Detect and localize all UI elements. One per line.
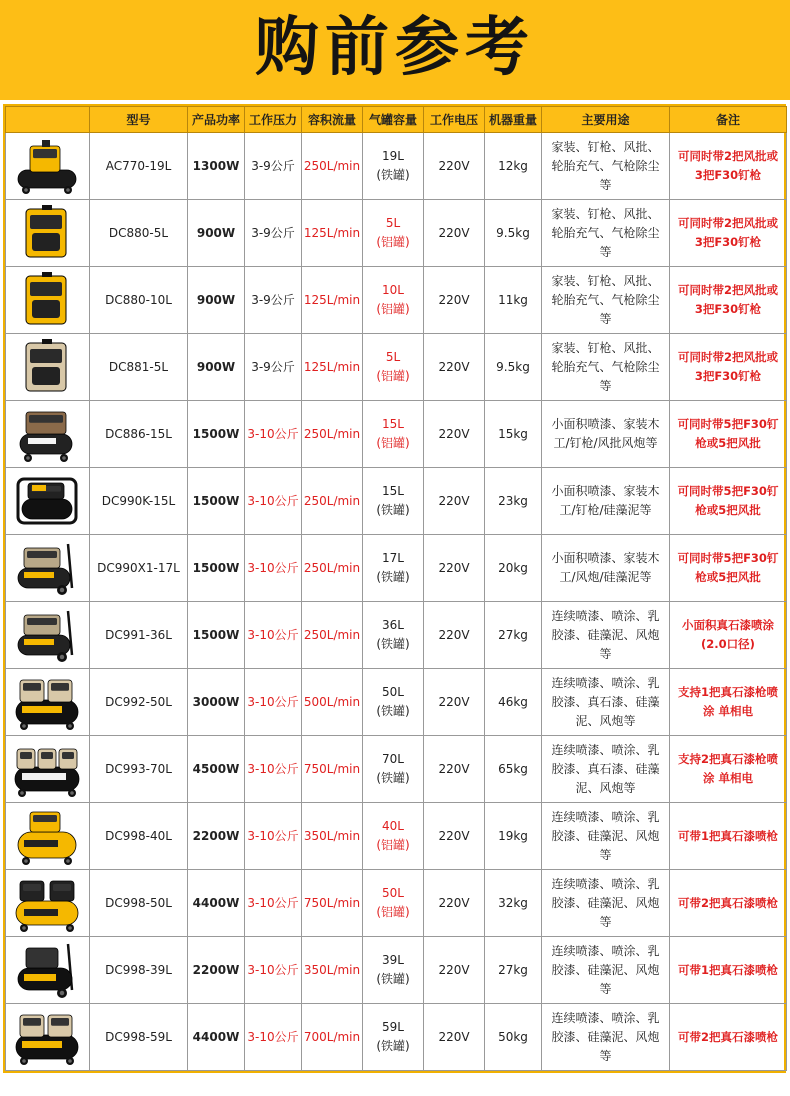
model-cell: DC880-5L [90, 200, 188, 267]
tank-volume: 5L [385, 350, 401, 364]
usage-cell [542, 401, 670, 468]
voltage-cell: 220V [424, 267, 485, 334]
usage-line: 等 [599, 646, 612, 661]
usage-line: 连续喷漆、喷涂、乳 [551, 742, 660, 757]
tank-cell [363, 133, 424, 200]
flow-cell: 500L/min [302, 669, 363, 736]
spec-table [5, 106, 787, 1071]
usage-line: 家装、钉枪、风批、 [551, 206, 660, 221]
note-cell [670, 468, 787, 535]
weight-cell: 27kg [485, 602, 542, 669]
table-row [6, 1004, 787, 1071]
product-image [6, 535, 90, 602]
usage-line: 连续喷漆、喷涂、乳 [551, 809, 660, 824]
table-row [6, 200, 787, 267]
product-image [6, 468, 90, 535]
tank-material: (铁罐) [376, 972, 410, 986]
voltage-cell: 220V [424, 334, 485, 401]
product-image [6, 803, 90, 870]
pressure-cell: 3-9公斤 [245, 334, 302, 401]
note-line: 可带1把真石漆喷枪 [677, 962, 778, 977]
usage-cell [542, 334, 670, 401]
weight-cell: 11kg [485, 267, 542, 334]
header-model: 型号 [90, 107, 188, 133]
power-cell: 900W [188, 200, 245, 267]
voltage-cell: 220V [424, 602, 485, 669]
power-cell: 4500W [188, 736, 245, 803]
usage-line: 工/钉枪/风批风炮等 [553, 436, 658, 450]
power-cell: 1500W [188, 602, 245, 669]
usage-line: 轮胎充气、气枪除尘 [551, 225, 660, 240]
product-image [6, 870, 90, 937]
usage-cell [542, 535, 670, 602]
pressure-cell: 3-10公斤 [245, 401, 302, 468]
tank-cell [363, 736, 424, 803]
pressure-cell: 3-10公斤 [245, 669, 302, 736]
table-row [6, 133, 787, 200]
usage-line: 工/钉枪/硅藻泥等 [559, 503, 652, 517]
model-cell: DC992-50L [90, 669, 188, 736]
tank-material: (铁罐) [376, 570, 410, 584]
note-line: 可同时带5把F30钉 [677, 484, 779, 498]
tank-material: (铁罐) [376, 704, 410, 718]
tank-material: (铁罐) [376, 1039, 410, 1053]
table-row [6, 937, 787, 1004]
model-cell: DC998-50L [90, 870, 188, 937]
tank-volume: 5L [385, 216, 401, 230]
usage-cell [542, 736, 670, 803]
voltage-cell: 220V [424, 669, 485, 736]
power-cell: 2200W [188, 803, 245, 870]
note-cell [670, 937, 787, 1004]
usage-line: 泥、风炮等 [575, 780, 636, 795]
pressure-cell: 3-10公斤 [245, 803, 302, 870]
tank-cell [363, 937, 424, 1004]
usage-cell [542, 669, 670, 736]
table-row [6, 535, 787, 602]
weight-cell: 9.5kg [485, 200, 542, 267]
note-cell [670, 669, 787, 736]
tank-material: (铝罐) [376, 436, 410, 450]
tank-cell [363, 200, 424, 267]
note-line: 可带2把真石漆喷枪 [677, 1029, 778, 1044]
power-cell: 1300W [188, 133, 245, 200]
usage-line: 胶漆、硅藻泥、风炮 [551, 962, 660, 977]
tank-material: (铝罐) [376, 838, 410, 852]
tank-material: (铁罐) [376, 637, 410, 651]
note-cell [670, 1004, 787, 1071]
flow-cell: 250L/min [302, 468, 363, 535]
usage-cell [542, 133, 670, 200]
note-line: 涂 单相电 [702, 704, 753, 718]
usage-line: 等 [599, 1048, 612, 1063]
note-line: 可带1把真石漆喷枪 [677, 828, 778, 843]
compressor-icon [6, 605, 89, 665]
tank-volume: 15L [382, 417, 404, 431]
usage-line: 等 [599, 311, 612, 326]
title-banner [0, 0, 790, 100]
tank-volume: 19L [382, 149, 404, 163]
note-line: 可带2把真石漆喷枪 [677, 895, 778, 910]
model-cell: DC998-39L [90, 937, 188, 1004]
power-cell: 1500W [188, 401, 245, 468]
usage-line: 工/风炮/硅藻泥等 [559, 570, 652, 584]
pressure-cell: 3-9公斤 [245, 200, 302, 267]
usage-line: 轮胎充气、气枪除尘 [551, 359, 660, 374]
usage-line: 家装、钉枪、风批、 [551, 139, 660, 154]
tank-cell [363, 870, 424, 937]
table-row [6, 736, 787, 803]
voltage-cell: 220V [424, 535, 485, 602]
usage-line: 等 [599, 244, 612, 259]
power-cell: 900W [188, 334, 245, 401]
table-row [6, 334, 787, 401]
product-image [6, 267, 90, 334]
usage-cell [542, 468, 670, 535]
flow-cell: 250L/min [302, 602, 363, 669]
usage-line: 连续喷漆、喷涂、乳 [551, 876, 660, 891]
tank-cell [363, 267, 424, 334]
page-title: 购前参考 [255, 11, 535, 85]
tank-cell [363, 803, 424, 870]
usage-line: 胶漆、硅藻泥、风炮 [551, 895, 660, 910]
usage-cell [542, 267, 670, 334]
note-line: 可同时带2把风批或 [677, 283, 778, 297]
power-cell: 4400W [188, 870, 245, 937]
model-cell: DC998-59L [90, 1004, 188, 1071]
usage-line: 小面积喷漆、家装木 [551, 551, 660, 565]
spec-table-container [3, 104, 786, 1073]
usage-line: 家装、钉枪、风批、 [551, 340, 660, 355]
note-cell [670, 200, 787, 267]
flow-cell: 350L/min [302, 803, 363, 870]
compressor-icon [6, 471, 89, 531]
compressor-icon [6, 136, 89, 196]
table-row [6, 870, 787, 937]
note-line: 支持1把真石漆枪喷 [677, 685, 778, 699]
tank-material: (铝罐) [376, 302, 410, 316]
tank-volume: 39L [382, 953, 404, 967]
usage-line: 小面积喷漆、家装木 [551, 484, 660, 498]
product-image [6, 334, 90, 401]
usage-line: 等 [599, 177, 612, 192]
flow-cell: 750L/min [302, 736, 363, 803]
spec-table-body [6, 133, 787, 1071]
flow-cell: 350L/min [302, 937, 363, 1004]
model-cell: DC990X1-17L [90, 535, 188, 602]
tank-cell [363, 602, 424, 669]
usage-cell [542, 1004, 670, 1071]
power-cell: 3000W [188, 669, 245, 736]
compressor-icon [6, 739, 89, 799]
note-line: (2.0口径) [701, 637, 755, 651]
note-line: 可同时带2把风批或 [677, 350, 778, 364]
usage-line: 胶漆、硅藻泥、风炮 [551, 828, 660, 843]
power-cell: 4400W [188, 1004, 245, 1071]
flow-cell: 250L/min [302, 401, 363, 468]
voltage-cell: 220V [424, 870, 485, 937]
weight-cell: 32kg [485, 870, 542, 937]
tank-volume: 17L [382, 551, 404, 565]
tank-material: (铁罐) [376, 771, 410, 785]
usage-line: 等 [599, 981, 612, 996]
tank-volume: 15L [382, 484, 404, 498]
flow-cell: 250L/min [302, 535, 363, 602]
note-line: 枪或5把风批 [695, 503, 761, 517]
tank-volume: 59L [382, 1020, 404, 1034]
voltage-cell: 220V [424, 736, 485, 803]
tank-cell [363, 535, 424, 602]
usage-line: 等 [599, 847, 612, 862]
product-image [6, 736, 90, 803]
table-row [6, 803, 787, 870]
header-tank: 气罐容量 [363, 107, 424, 133]
note-line: 支持2把真石漆枪喷 [677, 752, 778, 766]
note-cell [670, 870, 787, 937]
table-row [6, 468, 787, 535]
flow-cell: 125L/min [302, 200, 363, 267]
note-line: 可同时带5把F30钉 [677, 551, 779, 565]
product-image [6, 1004, 90, 1071]
usage-line: 连续喷漆、喷涂、乳 [551, 943, 660, 958]
header-flow: 容积流量 [302, 107, 363, 133]
note-cell [670, 602, 787, 669]
weight-cell: 19kg [485, 803, 542, 870]
usage-line: 胶漆、真石漆、硅藻 [551, 694, 660, 709]
voltage-cell: 220V [424, 468, 485, 535]
weight-cell: 27kg [485, 937, 542, 1004]
flow-cell: 250L/min [302, 133, 363, 200]
model-cell: DC998-40L [90, 803, 188, 870]
voltage-cell: 220V [424, 1004, 485, 1071]
tank-material: (铁罐) [376, 168, 410, 182]
weight-cell: 46kg [485, 669, 542, 736]
tank-cell [363, 468, 424, 535]
table-row [6, 602, 787, 669]
model-cell: AC770-19L [90, 133, 188, 200]
tank-volume: 10L [382, 283, 404, 297]
usage-cell [542, 602, 670, 669]
weight-cell: 23kg [485, 468, 542, 535]
pressure-cell: 3-10公斤 [245, 468, 302, 535]
product-image [6, 937, 90, 1004]
note-line: 3把F30钉枪 [694, 302, 762, 316]
tank-cell [363, 669, 424, 736]
tank-volume: 40L [382, 819, 404, 833]
table-row [6, 401, 787, 468]
power-cell: 1500W [188, 468, 245, 535]
tank-volume: 50L [382, 886, 404, 900]
usage-cell [542, 200, 670, 267]
product-image [6, 133, 90, 200]
note-cell [670, 334, 787, 401]
product-image [6, 401, 90, 468]
power-cell: 2200W [188, 937, 245, 1004]
product-image [6, 200, 90, 267]
tank-volume: 50L [382, 685, 404, 699]
tank-cell [363, 334, 424, 401]
usage-line: 连续喷漆、喷涂、乳 [551, 608, 660, 623]
weight-cell: 12kg [485, 133, 542, 200]
table-row [6, 669, 787, 736]
usage-line: 胶漆、硅藻泥、风炮 [551, 1029, 660, 1044]
pressure-cell: 3-10公斤 [245, 535, 302, 602]
header-image [6, 107, 90, 133]
usage-line: 小面积喷漆、家装木 [551, 417, 660, 431]
model-cell: DC993-70L [90, 736, 188, 803]
compressor-icon [6, 538, 89, 598]
note-line: 枪或5把风批 [695, 436, 761, 450]
compressor-icon [6, 404, 89, 464]
pressure-cell: 3-9公斤 [245, 133, 302, 200]
note-line: 可同时带2把风批或 [677, 216, 778, 230]
pressure-cell: 3-10公斤 [245, 736, 302, 803]
compressor-icon [6, 270, 89, 330]
tank-cell [363, 1004, 424, 1071]
tank-material: (铝罐) [376, 905, 410, 919]
note-line: 可同时带5把F30钉 [677, 417, 779, 431]
weight-cell: 50kg [485, 1004, 542, 1071]
flow-cell: 125L/min [302, 334, 363, 401]
note-line: 3把F30钉枪 [694, 235, 762, 249]
note-cell [670, 133, 787, 200]
weight-cell: 20kg [485, 535, 542, 602]
note-cell [670, 401, 787, 468]
note-cell [670, 736, 787, 803]
usage-cell [542, 803, 670, 870]
note-line: 小面积真石漆喷涂 [682, 618, 774, 632]
voltage-cell: 220V [424, 401, 485, 468]
voltage-cell: 220V [424, 937, 485, 1004]
compressor-icon [6, 873, 89, 933]
usage-cell [542, 870, 670, 937]
usage-line: 连续喷漆、喷涂、乳 [551, 675, 660, 690]
usage-cell [542, 937, 670, 1004]
tank-material: (铝罐) [376, 369, 410, 383]
tank-volume: 70L [382, 752, 404, 766]
product-image [6, 602, 90, 669]
header-usage: 主要用途 [542, 107, 670, 133]
power-cell: 900W [188, 267, 245, 334]
weight-cell: 15kg [485, 401, 542, 468]
model-cell: DC990K-15L [90, 468, 188, 535]
usage-line: 连续喷漆、喷涂、乳 [551, 1010, 660, 1025]
usage-line: 等 [599, 914, 612, 929]
note-cell [670, 267, 787, 334]
model-cell: DC886-15L [90, 401, 188, 468]
pressure-cell: 3-10公斤 [245, 937, 302, 1004]
usage-line: 等 [599, 378, 612, 393]
tank-cell [363, 401, 424, 468]
note-cell [670, 803, 787, 870]
usage-line: 轮胎充气、气枪除尘 [551, 292, 660, 307]
header-note: 备注 [670, 107, 787, 133]
pressure-cell: 3-10公斤 [245, 870, 302, 937]
power-cell: 1500W [188, 535, 245, 602]
note-line: 3把F30钉枪 [694, 168, 762, 182]
usage-line: 轮胎充气、气枪除尘 [551, 158, 660, 173]
flow-cell: 750L/min [302, 870, 363, 937]
table-row [6, 267, 787, 334]
compressor-icon [6, 1007, 89, 1067]
pressure-cell: 3-10公斤 [245, 602, 302, 669]
header-pressure: 工作压力 [245, 107, 302, 133]
model-cell: DC880-10L [90, 267, 188, 334]
usage-line: 泥、风炮等 [575, 713, 636, 728]
voltage-cell: 220V [424, 803, 485, 870]
note-line: 涂 单相电 [702, 771, 753, 785]
usage-line: 胶漆、硅藻泥、风炮 [551, 627, 660, 642]
weight-cell: 9.5kg [485, 334, 542, 401]
weight-cell: 65kg [485, 736, 542, 803]
header-power: 产品功率 [188, 107, 245, 133]
tank-material: (铝罐) [376, 235, 410, 249]
compressor-icon [6, 940, 89, 1000]
model-cell: DC881-5L [90, 334, 188, 401]
voltage-cell: 220V [424, 133, 485, 200]
voltage-cell: 220V [424, 200, 485, 267]
note-line: 3把F30钉枪 [694, 369, 762, 383]
model-cell: DC991-36L [90, 602, 188, 669]
compressor-icon [6, 806, 89, 866]
header-voltage: 工作电压 [424, 107, 485, 133]
tank-volume: 36L [382, 618, 404, 632]
header-weight: 机器重量 [485, 107, 542, 133]
note-cell [670, 535, 787, 602]
flow-cell: 700L/min [302, 1004, 363, 1071]
flow-cell: 125L/min [302, 267, 363, 334]
pressure-cell: 3-10公斤 [245, 1004, 302, 1071]
usage-line: 胶漆、真石漆、硅藻 [551, 761, 660, 776]
tank-material: (铁罐) [376, 503, 410, 517]
compressor-icon [6, 337, 89, 397]
usage-line: 家装、钉枪、风批、 [551, 273, 660, 288]
pressure-cell: 3-9公斤 [245, 267, 302, 334]
note-line: 可同时带2把风批或 [677, 149, 778, 163]
compressor-icon [6, 672, 89, 732]
header-row [6, 107, 787, 133]
compressor-icon [6, 203, 89, 263]
product-image [6, 669, 90, 736]
note-line: 枪或5把风批 [695, 570, 761, 584]
